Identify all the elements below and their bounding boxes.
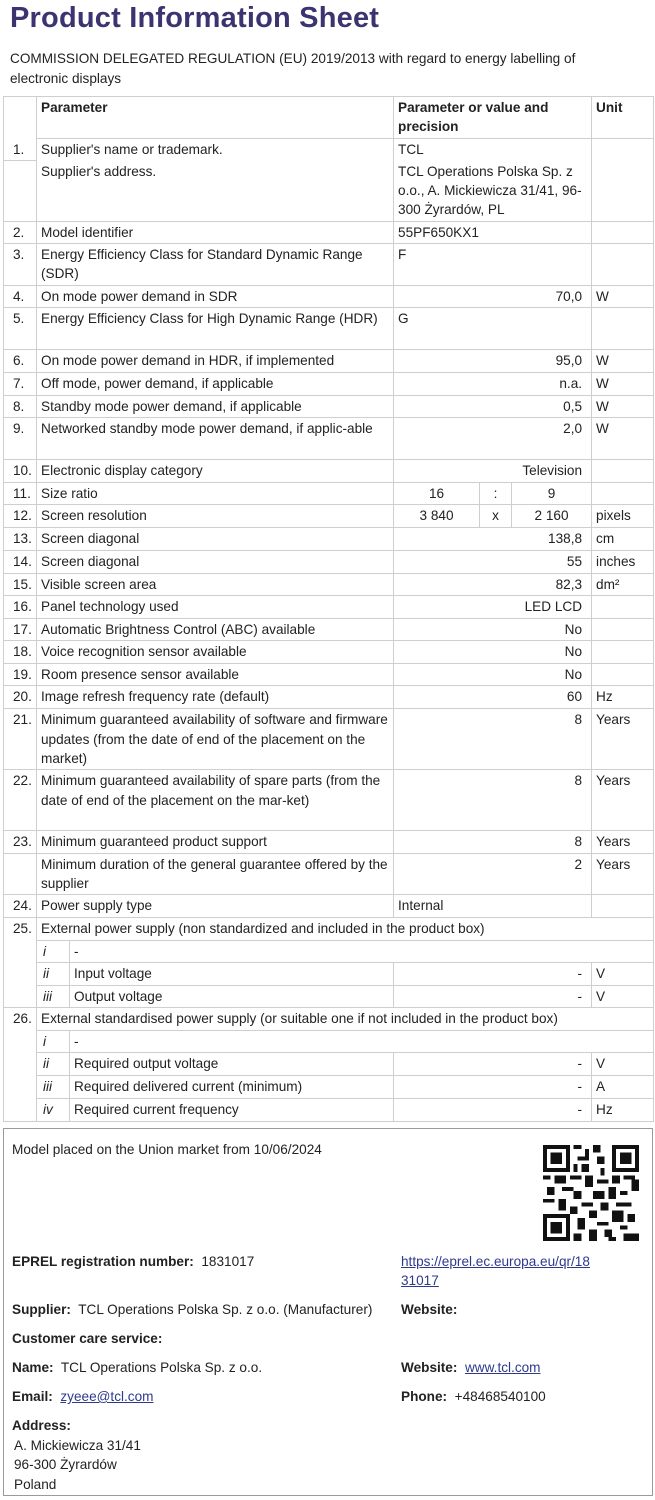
table-cell [4, 962, 37, 985]
table-cell: 55PF650KX1 [394, 221, 592, 243]
table-cell: Years [592, 709, 654, 770]
table-cell: No [394, 641, 592, 664]
address-line: 96-300 Żyrardów [14, 1457, 117, 1472]
table-cell: Input voltage [70, 962, 394, 985]
table-cell [4, 853, 37, 895]
table-cell: 21. [4, 709, 37, 770]
table-cell: 138,8 [394, 528, 592, 550]
page-title: Product Information Sheet [10, 2, 380, 34]
table-cell: External standardised power supply (or suitable one if not included in the product box) [37, 1008, 654, 1031]
eprel-link[interactable]: https://eprel.ec.europa.eu/qr/18 [401, 1254, 590, 1269]
table-cell: Automatic Brightness Control (ABC) available [37, 618, 394, 640]
table-row [4, 618, 654, 640]
table-cell: - [394, 985, 592, 1007]
table-cell: 8 [394, 831, 592, 853]
table-cell: Panel technology used [37, 595, 394, 618]
table-cell: External power supply (non standardized and included in the product box) [37, 917, 654, 940]
table-row [4, 482, 654, 504]
table-cell: Energy Efficiency Class for High Dynamic Range (HDR) [37, 308, 394, 350]
table-cell [592, 482, 654, 504]
table-cell [592, 160, 654, 221]
table-cell [4, 1031, 37, 1053]
table-cell: 24. [4, 895, 37, 917]
table-cell: Electronic display category [37, 459, 394, 482]
table-cell: Screen resolution [37, 505, 394, 528]
table-cell: iii [37, 1076, 70, 1098]
table-cell: 1. [4, 138, 37, 160]
address-label: Address: [12, 1418, 71, 1433]
table-cell: - [70, 1031, 654, 1053]
table-cell: 22. [4, 770, 37, 831]
table-row [4, 244, 654, 286]
table-cell: 9 [512, 482, 592, 504]
table-cell: 6. [4, 350, 37, 372]
website-label: Website: [401, 1302, 458, 1317]
table-cell: TCL Operations Polska Sp. z o.o., A. Mickiewicza 31/41, 96-300 Żyrardów, PL [394, 160, 592, 221]
table-cell: Required output voltage [70, 1053, 394, 1076]
market-date-text: Model placed on the Union market from 10/06/2024 [12, 1142, 322, 1157]
table-cell: No [394, 618, 592, 640]
qr-code-icon[interactable] [543, 1145, 639, 1241]
name-label: Name: [12, 1360, 54, 1375]
table-cell: Screen diagonal [37, 528, 394, 550]
table-cell: A [592, 1076, 654, 1098]
table-cell: - [394, 1053, 592, 1076]
table-cell: 15. [4, 573, 37, 595]
table-row [4, 895, 654, 917]
table-cell [592, 895, 654, 917]
table-row [4, 528, 654, 550]
table-cell: 60 [394, 686, 592, 709]
table-cell: 7. [4, 372, 37, 395]
table-cell: x [480, 505, 512, 528]
table-row [4, 1031, 654, 1053]
website2-label: Website: [401, 1360, 458, 1375]
table-cell: Voice recognition sensor available [37, 641, 394, 664]
table-row [4, 686, 654, 709]
table-cell [4, 160, 37, 221]
address-block [12, 1416, 141, 1494]
table-cell: 3. [4, 244, 37, 286]
eprel-label: EPREL registration number: [12, 1254, 194, 1269]
table-cell: 4. [4, 286, 37, 308]
supplier-info-box [3, 1128, 653, 1496]
table-cell: : [480, 482, 512, 504]
table-cell: Image refresh frequency rate (default) [37, 686, 394, 709]
table-cell: 55 [394, 550, 592, 573]
table-cell: Room presence sensor available [37, 664, 394, 686]
table-cell: 18. [4, 641, 37, 664]
table-cell: No [394, 664, 592, 686]
table-cell: Hz [592, 686, 654, 709]
address-line: A. Mickiewicza 31/41 [14, 1437, 141, 1453]
table-cell: Power supply type [37, 895, 394, 917]
table-row [4, 709, 654, 770]
table-cell: 2 [394, 853, 592, 895]
table-cell [592, 244, 654, 286]
table-cell: - [394, 1098, 592, 1121]
table-cell: Screen diagonal [37, 550, 394, 573]
table-cell: 3 840 [394, 505, 480, 528]
table-row [4, 350, 654, 372]
table-row [4, 286, 654, 308]
table-cell: pixels [592, 505, 654, 528]
table-cell: 16 [394, 482, 480, 504]
table-row [4, 1008, 654, 1031]
table-cell: 10. [4, 459, 37, 482]
table-cell [4, 1098, 37, 1121]
table-row [4, 573, 654, 595]
table-cell [592, 618, 654, 640]
table-cell: 8 [394, 770, 592, 831]
table-row [4, 641, 654, 664]
table-cell [592, 595, 654, 618]
table-cell: 13. [4, 528, 37, 550]
table-cell: Minimum guaranteed availability of spare parts (from the date of end of the placement on the mar-ket) [37, 770, 394, 831]
table-cell: Networked standby mode power demand, if applic-able [37, 417, 394, 459]
table-row [4, 550, 654, 573]
table-cell: 82,3 [394, 573, 592, 595]
table-row [4, 770, 654, 831]
table-cell: Supplier's address. [37, 160, 394, 221]
table-cell: - [394, 962, 592, 985]
col-parameter: Parameter [37, 97, 394, 139]
table-cell: 17. [4, 618, 37, 640]
table-row [4, 505, 654, 528]
table-cell [592, 459, 654, 482]
table-cell: iii [37, 985, 70, 1007]
table-cell: ii [37, 962, 70, 985]
table-cell [592, 138, 654, 160]
table-row [4, 138, 654, 160]
table-cell [592, 641, 654, 664]
table-row [4, 1098, 654, 1121]
table-cell: 16. [4, 595, 37, 618]
table-cell: W [592, 417, 654, 459]
table-cell: iv [37, 1098, 70, 1121]
table-cell [4, 985, 37, 1007]
table-cell: F [394, 244, 592, 286]
table-row [4, 1076, 654, 1098]
table-cell: i [37, 940, 70, 962]
table-cell: W [592, 372, 654, 395]
table-cell [592, 664, 654, 686]
table-cell: W [592, 286, 654, 308]
table-cell: 9. [4, 417, 37, 459]
eprel-link-cont[interactable]: 31017 [401, 1273, 439, 1288]
table-cell: 14. [4, 550, 37, 573]
table-cell: V [592, 962, 654, 985]
table-row [4, 831, 654, 853]
table-cell: Required delivered current (minimum) [70, 1076, 394, 1098]
table-row [4, 308, 654, 350]
table-cell: inches [592, 550, 654, 573]
table-row [4, 853, 654, 895]
table-cell: 95,0 [394, 350, 592, 372]
table-cell: - [70, 940, 654, 962]
table-cell: 2 160 [512, 505, 592, 528]
table-row [4, 985, 654, 1007]
table-row [4, 160, 654, 221]
col-value: Parameter or value and precision [394, 97, 592, 139]
table-cell: Television [394, 459, 592, 482]
customer-care-label: Customer care service: [12, 1331, 163, 1346]
table-cell: Output voltage [70, 985, 394, 1007]
table-cell: 26. [4, 1008, 37, 1031]
table-cell [592, 308, 654, 350]
table-cell: 19. [4, 664, 37, 686]
table-cell: 0,5 [394, 395, 592, 417]
table-cell: 2,0 [394, 417, 592, 459]
table-cell [592, 221, 654, 243]
table-cell: - [394, 1076, 592, 1098]
table-cell: LED LCD [394, 595, 592, 618]
email-label: Email: [12, 1389, 53, 1404]
table-cell: V [592, 1053, 654, 1076]
table-cell: 23. [4, 831, 37, 853]
table-cell: 8. [4, 395, 37, 417]
table-cell: Standby mode power demand, if applicable [37, 395, 394, 417]
phone-label: Phone: [401, 1389, 448, 1404]
table-cell: Model identifier [37, 221, 394, 243]
table-cell: dm² [592, 573, 654, 595]
regulation-subtitle: COMMISSION DELEGATED REGULATION (EU) 2019/2013 with regard to energy labelling of electronic displays [10, 51, 576, 86]
table-row [4, 962, 654, 985]
table-cell: 25. [4, 917, 37, 940]
product-info-table [3, 96, 654, 1122]
website-link[interactable]: www.tcl.com [464, 1360, 541, 1375]
table-header [4, 97, 654, 139]
table-row [4, 595, 654, 618]
table-cell: W [592, 350, 654, 372]
table-cell [4, 1076, 37, 1098]
table-cell: TCL [394, 138, 592, 160]
table-cell: Years [592, 770, 654, 831]
eprel-number: 1831017 [201, 1254, 255, 1269]
table-row [4, 917, 654, 940]
table-cell: On mode power demand in HDR, if implemented [37, 350, 394, 372]
name-value: TCL Operations Polska Sp. z o.o. [60, 1360, 263, 1375]
table-cell: G [394, 308, 592, 350]
table-cell: W [592, 395, 654, 417]
phone-value: +48468540100 [454, 1389, 546, 1404]
table-row [4, 372, 654, 395]
table-cell [4, 1053, 37, 1076]
table-row [4, 459, 654, 482]
table-cell: Minimum guaranteed product support [37, 831, 394, 853]
table-cell: Hz [592, 1098, 654, 1121]
table-row [4, 221, 654, 243]
table-row [4, 1053, 654, 1076]
table-cell: Visible screen area [37, 573, 394, 595]
table-cell: 20. [4, 686, 37, 709]
table-cell: Size ratio [37, 482, 394, 504]
table-cell: ii [37, 1053, 70, 1076]
table-cell: Off mode, power demand, if applicable [37, 372, 394, 395]
table-cell: Energy Efficiency Class for Standard Dynamic Range (SDR) [37, 244, 394, 286]
table-cell: 5. [4, 308, 37, 350]
address-line: Poland [14, 1476, 57, 1492]
email-link[interactable]: zyeee@tcl.com [60, 1389, 154, 1404]
table-cell: 2. [4, 221, 37, 243]
table-cell: 12. [4, 505, 37, 528]
table-cell: On mode power demand in SDR [37, 286, 394, 308]
table-cell: n.a. [394, 372, 592, 395]
table-cell: 8 [394, 709, 592, 770]
table-cell: Minimum duration of the general guarantee offered by the supplier [37, 853, 394, 895]
table-row [4, 395, 654, 417]
table-row [4, 940, 654, 962]
table-cell: 70,0 [394, 286, 592, 308]
table-cell: Internal [394, 895, 592, 917]
table-cell: Minimum guaranteed availability of software and firmware updates (from the date of end of the placement on the market) [37, 709, 394, 770]
table-cell: Required current frequency [70, 1098, 394, 1121]
table-cell: Years [592, 853, 654, 895]
table-cell: 11. [4, 482, 37, 504]
supplier-value: TCL Operations Polska Sp. z o.o. (Manufacturer) [78, 1302, 373, 1317]
table-cell: V [592, 985, 654, 1007]
table-cell: Supplier's name or trademark. [37, 138, 394, 160]
table-cell: i [37, 1031, 70, 1053]
supplier-label: Supplier: [12, 1302, 71, 1317]
table-row [4, 417, 654, 459]
table-cell [4, 940, 37, 962]
col-unit: Unit [592, 97, 654, 139]
table-cell: cm [592, 528, 654, 550]
table-cell: Years [592, 831, 654, 853]
table-row [4, 664, 654, 686]
